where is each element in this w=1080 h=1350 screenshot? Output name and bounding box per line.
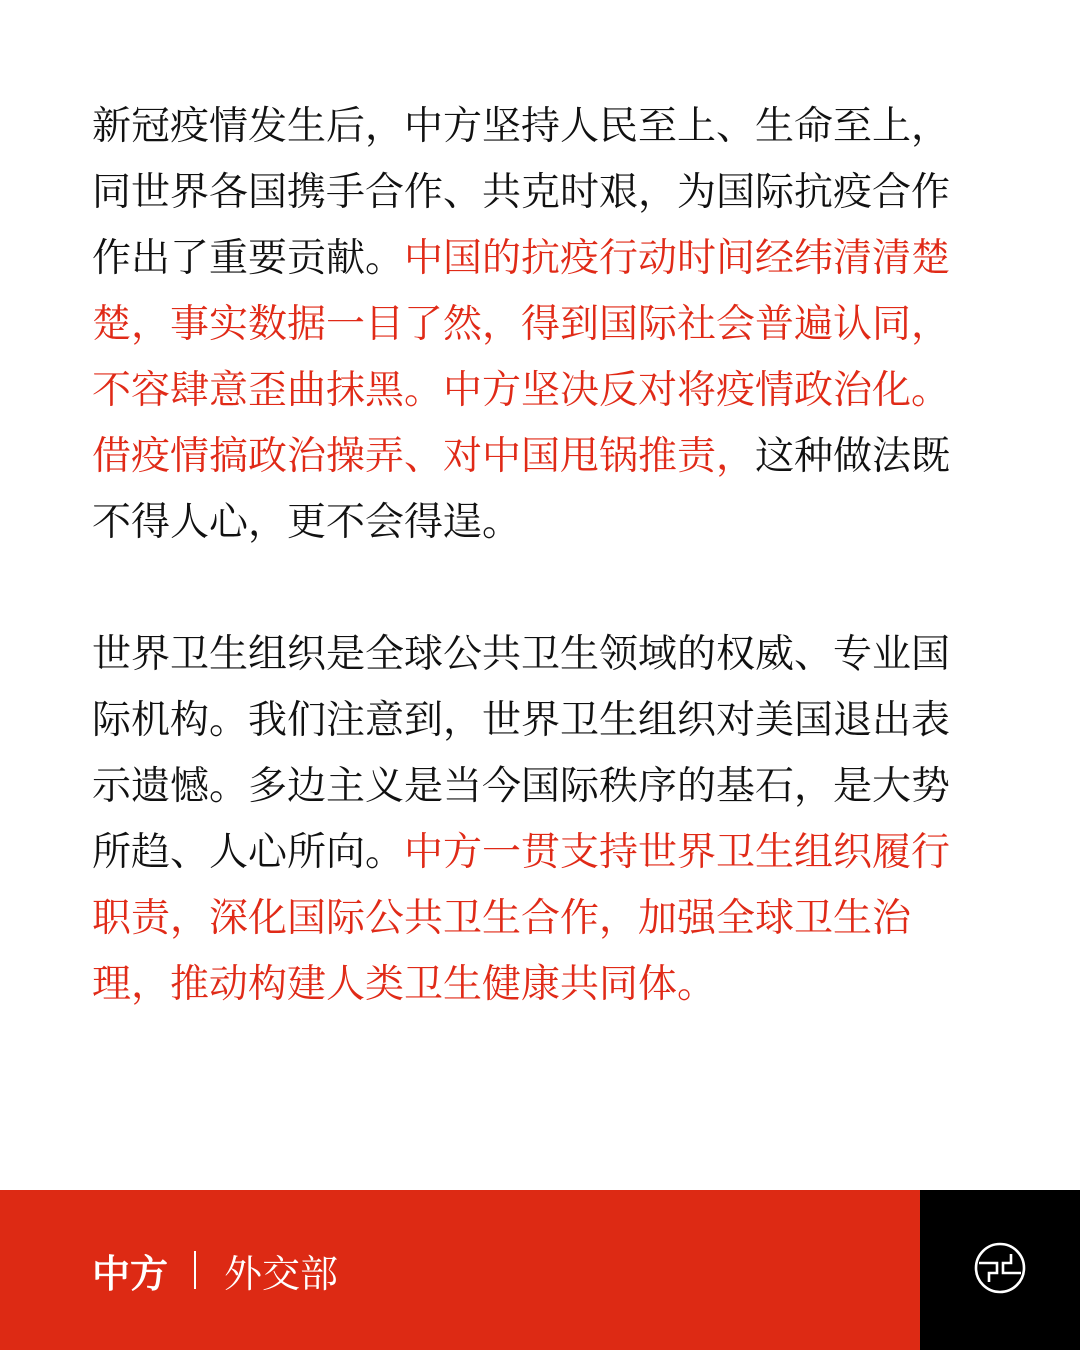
footer-attribution [0, 1190, 920, 1350]
divider [194, 1251, 196, 1289]
text-segment: 世界卫生组织是全球公共卫生领域的权威、专业国际机构。我们注意到，世界卫生组织对美国退出表示遗憾。多边主义是当今国际秩序的基石，是大势所趋、人心所向。 [92, 632, 951, 875]
article-body [92, 94, 976, 1018]
paragraph-1 [92, 94, 976, 556]
organization-label: 外交部 [224, 1251, 339, 1296]
text-segment: 这种做法既不得人心，更不会得逞。 [92, 434, 951, 545]
brand-logo-icon [973, 1241, 1027, 1299]
highlighted-text-segment: 中方一贯支持世界卫生组织履行职责，深化国际公共卫生合作，加强全球卫生治理，推动构建人类卫生健康共同体。 [92, 830, 951, 1007]
highlighted-text-segment: 中国的抗疫行动时间经纬清清楚楚，事实数据一目了然，得到国际社会普遍认同，不容肆意歪曲抹黑。中方坚决反对将疫情政治化。借疫情搞政治操弄、对中国甩锅推责， [92, 236, 951, 479]
paragraph-2 [92, 622, 976, 1018]
text-segment: 新冠疫情发生后，中方坚持人民至上、生命至上，同世界各国携手合作、共克时艰，为国际抗疫合作作出了重要贡献。 [92, 104, 951, 281]
footer-logo-box [920, 1190, 1080, 1350]
speaker-label: 中方 [92, 1251, 169, 1296]
footer-bar [0, 1190, 1080, 1350]
